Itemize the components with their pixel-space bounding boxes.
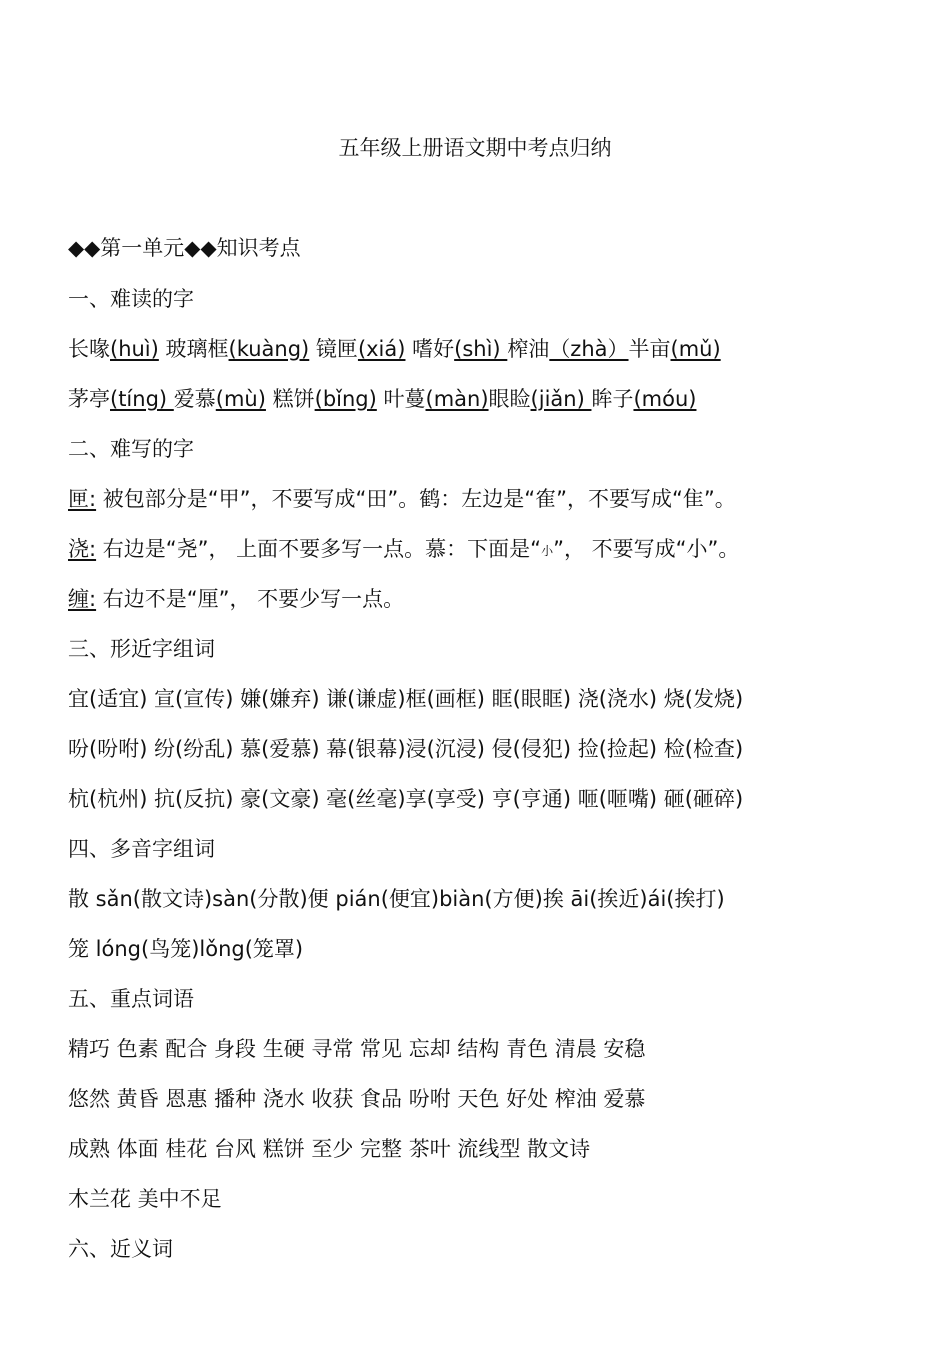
pinyin: (tíng) (110, 387, 174, 411)
section-heading-hard-to-read: 一、难读的字 (68, 287, 194, 311)
pinyin: (móu) (633, 387, 697, 411)
pinyin: （zhà） (549, 337, 629, 361)
similar-chars-line: 宜(适宜) 宣(宣传) 嫌(嫌弃) 谦(谦虚)框(画框) 眶(眼眶) 浇(浇水) 烧(发烧) (68, 687, 744, 711)
polyphones-line: 笼 lóng(鸟笼)lǒng(笼罩) (68, 937, 304, 961)
word: 半亩 (628, 337, 671, 361)
word: 茅亭 (68, 387, 110, 411)
pinyin: (huì) (110, 337, 159, 361)
key-words-line: 成熟 体面 桂花 台风 糕饼 至少 完整 茶叶 流线型 散文诗 (68, 1137, 591, 1161)
word: 玻璃框 (158, 337, 229, 361)
pinyin: (màn) (425, 387, 489, 411)
section-heading-synonyms: 六、近义词 (68, 1237, 173, 1261)
key-words-line: 悠然 黄昏 恩惠 播种 浇水 收获 食品 吩咐 天色 好处 榨油 爱慕 (68, 1087, 646, 1111)
word: 眼睑 (488, 387, 531, 411)
pinyin: (mù) (215, 387, 266, 411)
key-char: 匣: (68, 487, 97, 511)
hard-to-write-line-1 (68, 484, 928, 514)
word: 榨油 (507, 337, 550, 361)
note-text: 被包部分是“甲”，不要写成“田”。鹤：左边是“隺”，不要写成“隹”。 (96, 487, 736, 511)
section-heading-polyphones: 四、多音字组词 (68, 837, 215, 861)
pinyin: (shì) (454, 337, 508, 361)
similar-chars-line: 吩(吩咐) 纷(纷乱) 慕(爱慕) 幕(银幕)浸(沉浸) 侵(侵犯) 捡(捡起) 检(检查) (68, 737, 744, 761)
hard-to-read-line-2 (68, 384, 928, 414)
note-text: 右边是“尧”， 上面不要多写一点。慕：下面是“ (96, 537, 542, 561)
similar-chars-line: 杭(杭州) 抗(反抗) 豪(文豪) 毫(丝毫)享(享受) 亨(亨通) 咂(咂嘴) 砸(砸碎) (68, 787, 744, 811)
word: 爱慕 (173, 387, 216, 411)
pinyin: (bǐng) (314, 387, 377, 411)
hard-to-write-line-3 (68, 584, 928, 614)
key-char: 浇: (68, 537, 97, 561)
word: 长喙 (68, 337, 110, 361)
small-radical: 小 (541, 544, 554, 558)
note-text: 右边不是“厘”， 不要少写一点。 (96, 587, 405, 611)
polyphones-line: 散 sǎn(散文诗)sàn(分散)便 pián(便宜)biàn(方便)挨 āi(挨近)ái(挨打) (68, 887, 725, 911)
key-char: 缠: (68, 587, 97, 611)
word: 叶蔓 (376, 387, 426, 411)
pinyin: (kuàng) (228, 337, 310, 361)
pinyin: (mǔ) (670, 337, 721, 361)
word: 糕饼 (265, 387, 315, 411)
section-heading-similar-chars: 三、形近字组词 (68, 637, 215, 661)
section-heading-hard-to-write: 二、难写的字 (68, 437, 194, 461)
word: 眸子 (591, 387, 634, 411)
unit-heading: ◆◆第一单元◆◆知识考点 (68, 236, 301, 260)
hard-to-write-line-2 (68, 534, 928, 566)
key-words-line: 木兰花 美中不足 (68, 1187, 222, 1211)
note-text: ”， 不要写成“小”。 (553, 537, 740, 561)
page-title: 五年级上册语文期中考点归纳 (338, 136, 612, 160)
key-words-line: 精巧 色素 配合 身段 生硬 寻常 常见 忘却 结构 青色 清晨 安稳 (68, 1037, 646, 1061)
pinyin: (jiǎn) (530, 387, 592, 411)
word: 嗜好 (405, 337, 455, 361)
section-heading-key-words: 五、重点词语 (68, 987, 194, 1011)
pinyin: (xiá) (357, 337, 406, 361)
word: 镜匣 (309, 337, 358, 361)
hard-to-read-line-1 (68, 334, 928, 364)
